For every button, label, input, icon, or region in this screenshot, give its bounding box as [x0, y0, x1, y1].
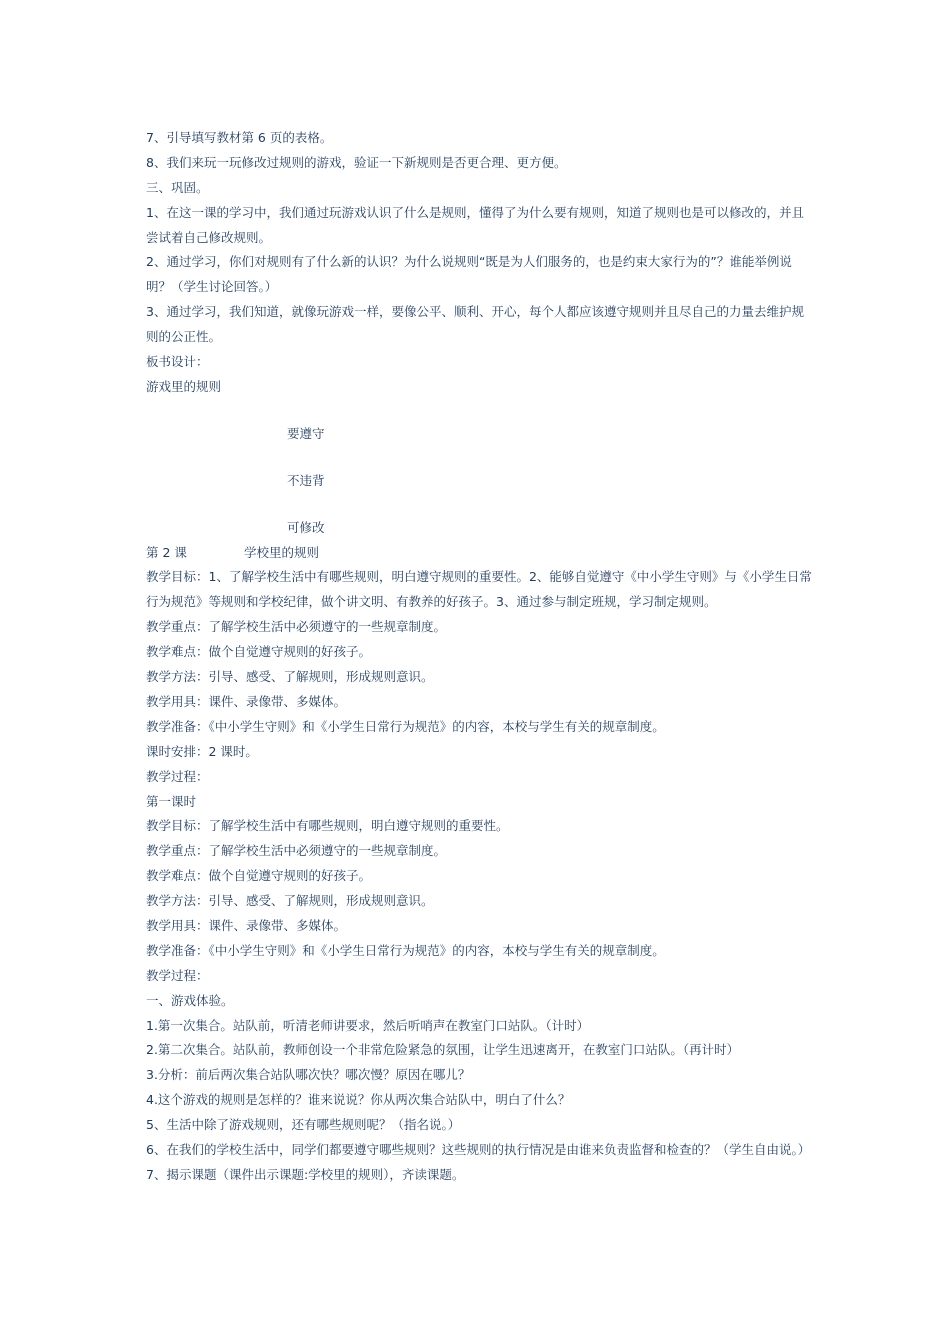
- text-line: 教学准备：《中小学生守则》和《小学生日常行为规范》的内容，本校与学生有关的规章制度。: [146, 718, 665, 734]
- text-line: 教学难点：做个自觉遵守规则的好孩子。: [146, 644, 372, 660]
- paragraph: 6、在我们的学校生活中，同学们都要遵守哪些规则？这些规则的执行情况是由谁来负责监督和检查的？（学生自由说。）: [146, 1141, 811, 1157]
- text-line: 一、游戏体验。: [146, 992, 234, 1008]
- board-item: 不违背: [287, 472, 325, 488]
- board-design-title: 游戏里的规则: [146, 379, 222, 394]
- text-line: 3.分析：前后两次集合站队哪次快？哪次慢？原因在哪儿？: [146, 1067, 471, 1083]
- section-heading: 三、巩固。: [146, 179, 209, 195]
- text-line: 教学重点：了解学校生活中必须遵守的一些规章制度。: [146, 619, 447, 635]
- paragraph: 2、通过学习，你们对规则有了什么新的认识？为什么说规则“既是为人们服务的，也是约束大家行为的”？谁能举例说明？（学生讨论回答。）: [146, 254, 792, 295]
- text-line: 教学重点：了解学校生活中必须遵守的一些规章制度。: [146, 843, 447, 859]
- paragraph: 教学目标：1、了解学校生活中有哪些规则，明白遵守规则的重要性。2、能够自觉遵守《中小学生守则》与《小学生日常行为规范》等规则和学校纪律，做个讲文明、有教养的好孩子。3、通过参与制定班规，学习制定规则。: [146, 569, 812, 610]
- text-line: 课时安排：2 课时。: [146, 743, 258, 759]
- text-line: 5、生活中除了游戏规则，还有哪些规则呢？（指名说。）: [146, 1117, 461, 1133]
- text-line: 2.第二次集合。站队前，教师创设一个非常危险紧急的氛围，让学生迅速离开，在教室门口站队。（再计时）: [146, 1042, 740, 1058]
- lesson-number: 第 2 课: [146, 544, 187, 560]
- text-line: 4.这个游戏的规则是怎样的？谁来说说？你从两次集合站队中，明白了什么？: [146, 1092, 571, 1108]
- paragraph: 1、在这一课的学习中，我们通过玩游戏认识了什么是规则，懂得了为什么要有规则，知道了规则也是可以修改的，并且尝试着自己修改规则。: [146, 204, 804, 245]
- text-line: 教学用具：课件、录像带、多媒体。: [146, 693, 347, 709]
- text-line: 教学方法：引导、感受、了解规则，形成规则意识。: [146, 893, 434, 909]
- board-item: 可修改: [287, 519, 325, 535]
- text-line: 教学目标：了解学校生活中有哪些规则，明白遵守规则的重要性。: [146, 818, 509, 834]
- lesson-heading: [146, 541, 814, 566]
- text-line: 教学准备：《中小学生守则》和《小学生日常行为规范》的内容，本校与学生有关的规章制度。: [146, 942, 665, 958]
- board-design-label: 板书设计：: [146, 354, 209, 370]
- text-line: 第一课时: [146, 793, 197, 809]
- text-line: 1.第一次集合。站队前，听清老师讲要求，然后听哨声在教室门口站队。（计时）: [146, 1017, 590, 1033]
- text-line: 教学难点：做个自觉遵守规则的好孩子。: [146, 868, 372, 884]
- text-line: 教学过程：: [146, 768, 209, 784]
- lesson-title: 学校里的规则: [244, 544, 320, 560]
- board-item: 要遵守: [287, 425, 325, 441]
- paragraph: 3、通过学习，我们知道，就像玩游戏一样，要像公平、顺利、开心，每个人都应该遵守规则并且尽自己的力量去维护规则的公正性。: [146, 304, 804, 345]
- text-line: 教学过程：: [146, 967, 209, 983]
- text-line: 教学方法：引导、感受、了解规则，形成规则意识。: [146, 669, 434, 685]
- text-line: 8、我们来玩一玩修改过规则的游戏，验证一下新规则是否更合理、更方便。: [146, 154, 567, 170]
- text-line: 7、引导填写教材第 6 页的表格。: [146, 130, 333, 145]
- text-line: 7、揭示课题（课件出示课题:学校里的规则），齐读课题。: [146, 1166, 465, 1182]
- document-body: [146, 126, 814, 1188]
- text-line: 教学用具：课件、录像带、多媒体。: [146, 917, 347, 933]
